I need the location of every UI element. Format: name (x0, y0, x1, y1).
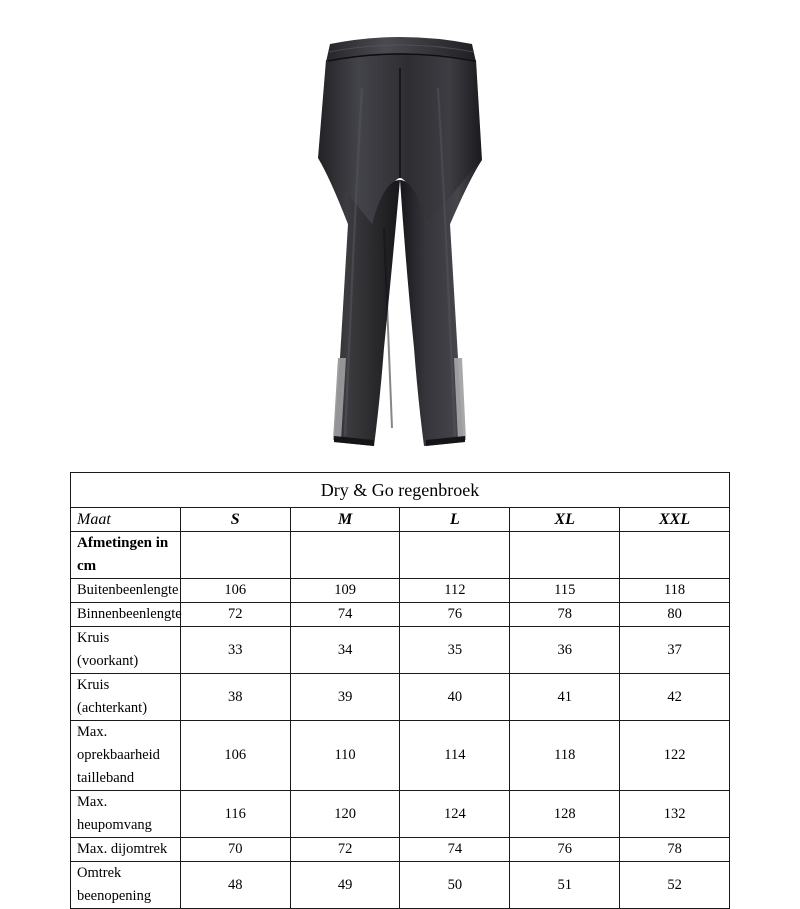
row-value: 78 (510, 603, 620, 627)
table-row (71, 603, 730, 627)
row-value: 116 (180, 791, 290, 838)
section-empty-m (290, 532, 400, 579)
size-chart (70, 472, 730, 909)
row-value: 115 (510, 579, 620, 603)
row-label: Binnenbeenlengte (71, 603, 181, 627)
row-value: 120 (290, 791, 400, 838)
row-value: 38 (180, 674, 290, 721)
row-value: 106 (180, 721, 290, 791)
table-row (71, 862, 730, 909)
row-value: 52 (620, 862, 730, 909)
row-value: 110 (290, 721, 400, 791)
row-label: Max. heupomvang (71, 791, 181, 838)
column-header-xl: XL (510, 508, 620, 532)
row-label: Omtrek beenopening (71, 862, 181, 909)
row-value: 114 (400, 721, 510, 791)
row-value: 33 (180, 627, 290, 674)
section-empty-s (180, 532, 290, 579)
row-value: 72 (290, 838, 400, 862)
row-value: 35 (400, 627, 510, 674)
row-value: 80 (620, 603, 730, 627)
page-title: Dry & Go regenbroek (71, 473, 730, 508)
section-label-afmetingen: Afmetingen in cm (71, 532, 181, 579)
row-label: Kruis (achterkant) (71, 674, 181, 721)
row-value: 51 (510, 862, 620, 909)
column-header-l: L (400, 508, 510, 532)
column-header-xxl: XXL (620, 508, 730, 532)
column-header-maat: Maat (71, 508, 181, 532)
row-value: 118 (620, 579, 730, 603)
row-value: 41 (510, 674, 620, 721)
row-value: 42 (620, 674, 730, 721)
row-value: 37 (620, 627, 730, 674)
table-row (71, 579, 730, 603)
row-value: 132 (620, 791, 730, 838)
row-label: Max. dijomtrek (71, 838, 181, 862)
row-value: 70 (180, 838, 290, 862)
row-label: Kruis (voorkant) (71, 627, 181, 674)
row-value: 34 (290, 627, 400, 674)
column-header-m: M (290, 508, 400, 532)
row-value: 39 (290, 674, 400, 721)
row-value: 78 (620, 838, 730, 862)
table-row (71, 627, 730, 674)
row-value: 74 (400, 838, 510, 862)
size-chart-table (70, 472, 730, 909)
table-title-row (71, 473, 730, 508)
row-value: 106 (180, 579, 290, 603)
table-header-row (71, 508, 730, 532)
table-row (71, 838, 730, 862)
row-value: 48 (180, 862, 290, 909)
section-empty-xxl (620, 532, 730, 579)
row-value: 128 (510, 791, 620, 838)
row-value: 122 (620, 721, 730, 791)
row-value: 124 (400, 791, 510, 838)
table-row (71, 674, 730, 721)
rain-trousers-illustration (300, 28, 500, 448)
row-label: Buitenbeenlengte (71, 579, 181, 603)
row-value: 76 (510, 838, 620, 862)
table-row (71, 791, 730, 838)
section-empty-xl (510, 532, 620, 579)
row-value: 72 (180, 603, 290, 627)
row-value: 118 (510, 721, 620, 791)
row-value: 112 (400, 579, 510, 603)
row-value: 49 (290, 862, 400, 909)
table-row (71, 721, 730, 791)
row-label: Max. oprekbaarheid tailleband (71, 721, 181, 791)
row-value: 40 (400, 674, 510, 721)
row-value: 109 (290, 579, 400, 603)
row-value: 76 (400, 603, 510, 627)
row-value: 36 (510, 627, 620, 674)
row-value: 50 (400, 862, 510, 909)
section-empty-l (400, 532, 510, 579)
row-value: 74 (290, 603, 400, 627)
column-header-s: S (180, 508, 290, 532)
table-section-row (71, 532, 730, 579)
